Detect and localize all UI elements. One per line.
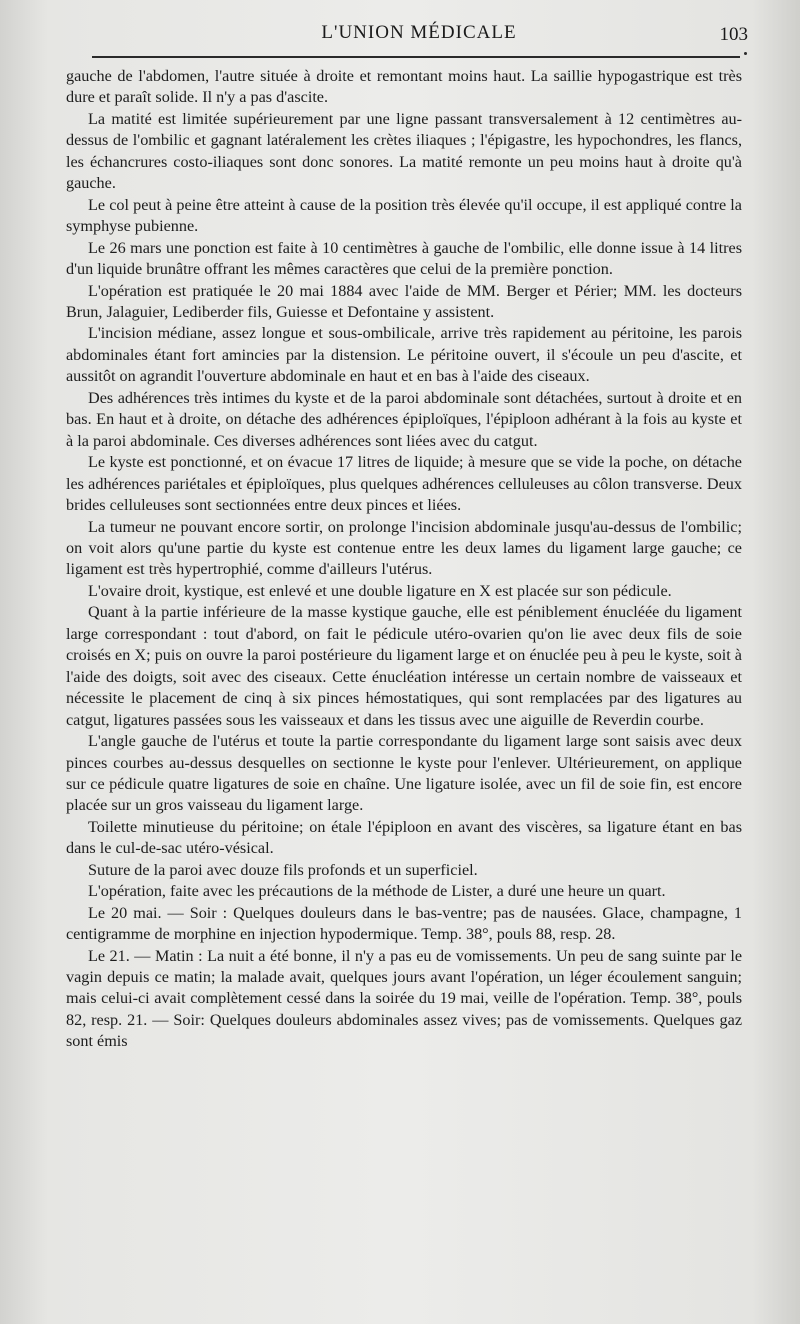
paragraph: Suture de la paroi avec douze fils profonds et un superficiel.	[88, 860, 478, 879]
paragraph: Le col peut à peine être atteint à cause de la position très élevée qu'il occupe, il est appliqué contre la symphyse pubienne.	[66, 195, 742, 236]
paragraph: L'angle gauche de l'utérus et toute la partie correspondante du ligament large sont saisis avec deux pinces courbes au-dessus desquelles on sectionne le kyste pour l'enlever. Ultérieurement, on applique sur ce pédicule quatre ligatures de soie en chaîne. Une ligature isolée, avec un fil de soie fin, est encore placée sur un gros vaisseau du ligament large.	[66, 732, 742, 815]
paragraph: L'ovaire droit, kystique, est enlevé et une double ligature en X est placée sur son pédicule.	[88, 581, 672, 600]
paragraph: L'incision médiane, assez longue et sous-ombilicale, arrive très rapidement au péritoine, les parois abdominales étant fort amincies par la distension. Le péritoine ouvert, il s'écoule un peu d'ascite, et aussitôt on agrandit l'ouverture abdominale en haut et en bas à l'aide des ciseaux.	[66, 324, 742, 386]
page-number: 103	[719, 24, 748, 45]
paragraph: Le 21. — Matin : La nuit a été bonne, il n'y a pas eu de vomissements. Un peu de sang suinte par le vagin depuis ce matin; la malade avait, quelques jours avant l'opération, un léger écoulement sanguin; mais celui-ci avait complètement cessé dans la soirée du 19 mai, veille de l'opération. Temp. 38°, pouls 82, resp. 21. — Soir: Quelques douleurs abdominales assez vives; pas de vomissements. Quelques gaz sont émis	[66, 946, 742, 1051]
paragraph: L'opération, faite avec les précautions de la méthode de Lister, a duré une heure un quart.	[88, 882, 666, 901]
paragraph: Quant à la partie inférieure de la masse kystique gauche, elle est péniblement énucléée du ligament large correspondant : tout d'abord, on fait le pédicule utéro-ovarien qu'on lie avec deux fils de soie croisés en X; puis on ouvre la paroi postérieure du ligament large et on énuclée peu à peu le kyste, soit à l'aide des doigts, soit avec des ciseaux. Cette énucléation intéresse un certain nombre de vaisseaux et nécessite le placement de cinq à six pinces hémostatiques, qui sont remplacées par des ligatures au catgut, ligatures passées sous les vaisseaux et dans les tissus avec une aiguille de Reverdin courbe.	[66, 603, 742, 729]
paragraph: La matité est limitée supérieurement par une ligne passant transversalement à 12 centimètres au-dessus de l'ombilic et gagnant latéralement les crètes iliaques ; l'épigastre, les hypochondres, les flancs, les échancrures costo-iliaques sont donc sonores. La matité remonte un peu moins haut à droite qu'à gauche.	[66, 109, 742, 193]
body-text	[66, 66, 742, 1053]
running-header	[90, 22, 748, 48]
paragraph: Le kyste est ponctionné, et on évacue 17 litres de liquide; à mesure que se vide la poche, on détache les adhérences pariétales et épiploïques, plus quelques adhérences celluleuses au côlon transverse. Deux brides celluleuses sont sectionnées entre deux pinces et liées.	[66, 453, 742, 515]
paragraph: Toilette minutieuse du péritoine; on étale l'épiploon en avant des viscères, sa ligature étant en bas dans le cul-de-sac utéro-vésical.	[66, 817, 742, 858]
paragraph: Des adhérences très intimes du kyste et de la paroi abdominale sont détachées, surtout à droite et en bas. En haut et à droite, on détache des adhérences épiploïques, l'épiploon adhérant à la fois au kyste et à la paroi abdominale. Ces diverses adhérences sont liées avec du catgut.	[66, 388, 742, 450]
header-rule	[92, 56, 740, 58]
paragraph: Le 20 mai. — Soir : Quelques douleurs dans le bas-ventre; pas de nausées. Glace, champagne, 1 centigramme de morphine en injection hypodermique. Temp. 38°, pouls 88, resp. 28.	[66, 903, 742, 944]
paragraph: gauche de l'abdomen, l'autre située à droite et remontant moins haut. La saillie hypogastrique est très dure et paraît solide. Il n'y a pas d'ascite.	[66, 67, 742, 107]
paragraph: Le 26 mars une ponction est faite à 10 centimètres à gauche de l'ombilic, elle donne issue à 14 litres d'un liquide brunâtre offrant les mêmes caractères que celui de la première ponction.	[66, 238, 742, 279]
paragraph: La tumeur ne pouvant encore sortir, on prolonge l'incision abdominale jusqu'au-dessus de l'ombilic; on voit alors qu'une partie du kyste est contenue entre les deux lames du ligament large gauche; ce ligament est très hypertrophié, comme d'ailleurs l'utérus.	[66, 517, 742, 579]
paragraph: L'opération est pratiquée le 20 mai 1884 avec l'aide de MM. Berger et Périer; MM. les docteurs Brun, Jalaguier, Lediberder fils, Guiesse et Defontaine y assistent.	[66, 281, 742, 321]
journal-title: L'UNION MÉDICALE	[321, 22, 517, 43]
header-rule-dot	[744, 52, 747, 55]
